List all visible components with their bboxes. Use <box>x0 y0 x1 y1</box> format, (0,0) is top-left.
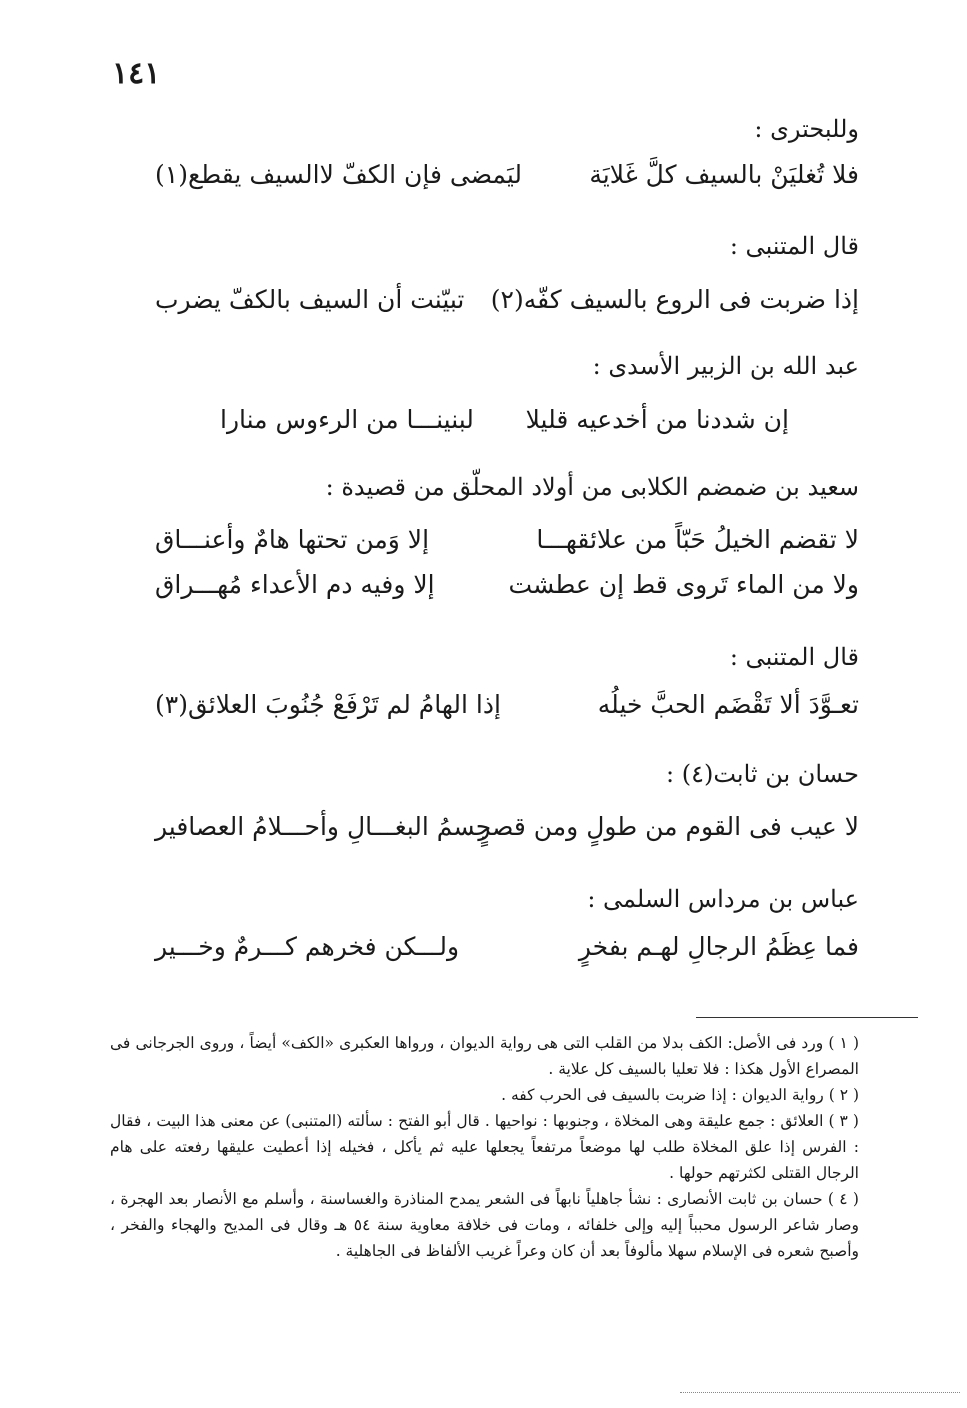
verse-7-first-hemistich: لا عيب فى القوم من طولٍ ومن قصرٍ <box>478 812 859 841</box>
verse-4-second-hemistich: إلا وَمن تحتها هامٌ وأعنـــاق <box>155 525 430 554</box>
verse-2-second-hemistich: تبيّنت أن السيف بالكفّ يضرب <box>155 285 465 314</box>
heading-abbas: عباس بن مرداس السلمى : <box>587 885 859 913</box>
verse-2 <box>155 285 859 325</box>
verse-8-first-hemistich: فما عِظَمُ الرجالِ لهـم بفخرٍ <box>578 932 859 961</box>
verse-6-second-hemistich: إذا الهامُ لم تَرْفَعْ جُنُوبَ العلائق(٣) <box>155 690 501 719</box>
footnote-4: ( ٤ ) حسان بن ثابت الأنصارى : نشأ جاهلياً نابهاً فى الشعر يمدح المناذرة والغساسنة ، وأسلم مع الأنصار بعد الهجرة ، وصار شاعر الرسول محبباً إليه وإلى خلفائه ، ومات فى خلافة معاوية سنة ٥٤ هـ وقال فى المديح والهجاء والفخر ، وأصبح شعره فى الإسلام سهلا مألوفاً بعد أن كان وعراً غريب الألفاظ فى الجاهلية . <box>110 1190 859 1260</box>
heading-mutanabbi-1: قال المتنبى : <box>729 232 859 260</box>
verse-1-second-hemistich: ليَمضى فإن الكفّ لاالسيف يقطع(١) <box>155 160 523 189</box>
verse-3-second-hemistich: لبنينـــا من الرءوس منارا <box>220 405 474 434</box>
verse-6-first-hemistich: تعـوَّدَ ألا تَقْضَم الحبَّ خيلُه <box>597 690 859 719</box>
page-number: ١٤١ <box>112 56 161 91</box>
footnote-separator <box>696 1017 918 1018</box>
heading-hassan: حسان بن ثابت(٤) : <box>666 760 859 788</box>
heading-said-kilabi: سعيد بن ضمضم الكلابى من أولاد المحلّق من قصيدة : <box>325 473 859 501</box>
verse-1-first-hemistich: فلا تُغليَنْ بالسيف كلَّ غَلايَة <box>589 160 859 189</box>
footnotes <box>110 1030 859 1264</box>
verse-7-second-hemistich: جسمُ البغـــالِ وأحـــلامُ العصافير <box>155 812 492 841</box>
footnote-2: ( ٢ ) رواية الديوان : إذا ضربت بالسيف فى الحرب كفه . <box>501 1086 859 1104</box>
footnote-3: ( ٣ ) العلائق : جمع عليقة وهى المخلاة ، وجنوبها : نواحيها . قال أبو الفتح : سألته (المتنبى) عن معنى هذا البيت ، فقال : الفرس إذا علق المخلاة طلب لها موضعاً مرتفعاً يجعلها عليه ثم يأكل ، فخيله إذا أعطيت عليقها رفعته على هام الرجال القتلى لكثرتهم حولها . <box>110 1112 859 1182</box>
verse-8 <box>155 932 859 972</box>
verse-8-second-hemistich: ولـــكن فخرهم كـــرمٌ وخـــير <box>155 932 460 961</box>
verse-3 <box>155 405 859 445</box>
heading-mutanabbi-2: قال المتنبى : <box>729 643 859 671</box>
verse-4-first-hemistich: لا تقضم الخيلُ حَبّاً من علائقهـــا <box>536 525 859 554</box>
verse-7 <box>155 812 859 852</box>
verse-5-second-hemistich: إلا وفيه دم الأعداء مُهـــراق <box>155 570 435 599</box>
footnote-1: ( ١ ) ورد فى الأصل: الكف بدلا من القلب التى هى رواية الديوان ، ورواها العكبرى «الكف» أيضاً ، وروى الجرجانى فى المصراع الأول هكذا : فلا تعليا بالسيف كل علاية . <box>110 1034 859 1078</box>
verse-1 <box>155 160 859 200</box>
verse-3-first-hemistich: إن شددنا من أخدعيه قليلا <box>525 405 789 434</box>
verse-2-first-hemistich: إذا ضربت فى الروع بالسيف كفّه(٢) <box>490 285 859 314</box>
heading-bohtori: وللبحترى : <box>754 115 859 143</box>
heading-abdallah-asadi: عبد الله بن الزبير الأسدى : <box>592 352 859 380</box>
bottom-edge-line <box>680 1392 960 1393</box>
verse-4 <box>155 525 859 565</box>
verse-5-first-hemistich: ولا من الماء تَروى قط إن عطشت <box>508 570 859 599</box>
verse-5 <box>155 570 859 610</box>
verse-6 <box>155 690 859 730</box>
